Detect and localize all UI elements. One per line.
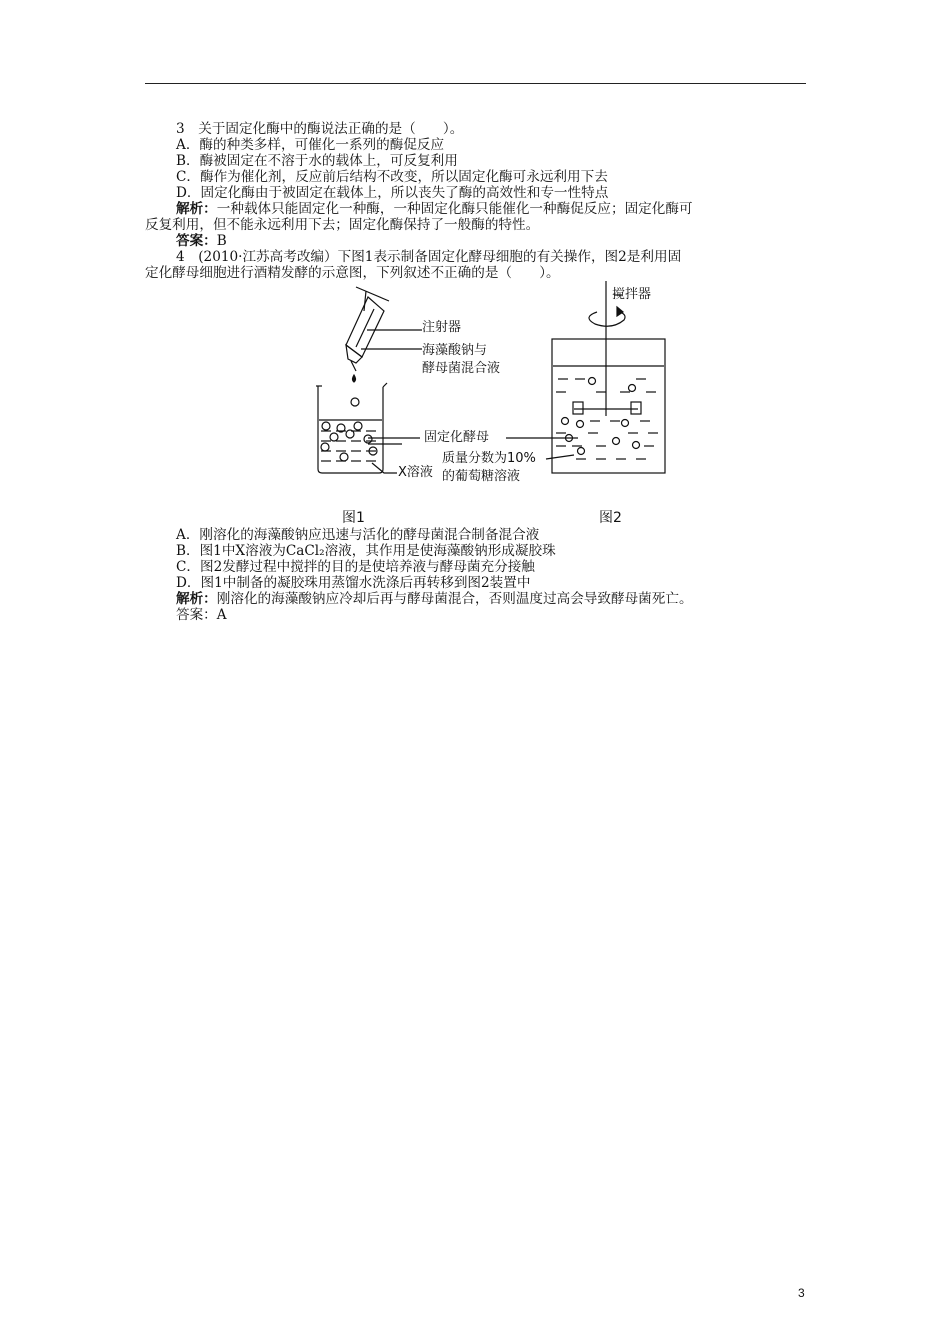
q4-stem-line2: 定化酵母细胞进行酒精发酵的示意图，下列叙述不正确的是（ ）。: [145, 265, 560, 281]
q3-option-d: D．固定化酶由于被固定在载体上，所以丧失了酶的高效性和专一性特点: [176, 185, 609, 201]
q4-analysis: [176, 591, 810, 607]
label-mix-1: 海藻酸钠与: [422, 343, 488, 358]
label-syringe: 注射器: [422, 320, 462, 335]
q3-analysis-line2: 反复利用，但不能永远利用下去；固定化酶保持了一般酶的特性。: [145, 217, 540, 233]
fermenter-icon: [552, 281, 665, 473]
q3-option-c: C．酶作为催化剂，反应前后结构不改变，所以固定化酶可永远利用下去: [176, 169, 608, 185]
beaker-icon: [316, 383, 387, 473]
q4-answer-label: 答案：: [176, 607, 217, 623]
syringe-icon: [346, 287, 389, 371]
label-x-solution: X溶液: [398, 465, 433, 480]
q4-analysis-text: 刚溶化的海藻酸钠应冷却后再与酵母菌混合，否则温度过高会导致酵母菌死亡。: [216, 591, 693, 607]
q4-stem-line1: 4 (2010·江苏高考改编）下图1表示制备固定化酵母细胞的有关操作，图2是利用固: [176, 249, 682, 265]
q3-analysis-label: 解析：: [176, 201, 217, 217]
q4-option-d: D．图1中制备的凝胶珠用蒸馏水洗涤后再转移到图2装置中: [176, 575, 531, 591]
label-stirrer: 搅拌器: [612, 287, 652, 302]
page-number: 3: [798, 1286, 805, 1300]
caption-figure-1: 图1: [342, 510, 365, 526]
q3-stem: 3 关于固定化酶中的酶说法正确的是（ ）。: [176, 121, 464, 137]
q3-option-b: B．酶被固定在不溶于水的载体上，可反复利用: [176, 153, 458, 169]
droplet-icon: [353, 375, 356, 382]
label-mix-2: 酵母菌混合液: [422, 361, 501, 376]
q3-analysis-text-1: 一种载体只能固定化一种酶，一种固定化酶只能催化一种酶促反应；固定化酶可: [216, 201, 693, 217]
q4-figure: [176, 281, 810, 527]
q3-answer-label: 答案：: [176, 233, 217, 249]
label-immobilized: 固定化酵母: [424, 430, 490, 445]
q4-answer-value: A: [216, 607, 227, 623]
figure-drawing: [176, 281, 810, 527]
q3-answer-value: B: [216, 233, 227, 249]
q3-option-a: A．酶的种类多样，可催化一系列的酶促反应: [176, 137, 445, 153]
label-glucose-1: 质量分数为10%: [442, 451, 536, 466]
q4-option-a: A．刚溶化的海藻酸钠应迅速与活化的酵母菌混合制备混合液: [176, 527, 540, 543]
q3-answer: [176, 233, 810, 249]
caption-figure-2: 图2: [599, 510, 622, 526]
q4-analysis-label: 解析：: [176, 591, 217, 607]
q4-answer: [176, 607, 810, 623]
fermenter-liquid: [556, 378, 658, 460]
q4-option-b: B．图1中X溶液为CaCl₂溶液，其作用是使海藻酸钠形成凝胶珠: [176, 543, 556, 559]
q3-analysis-line1: [176, 201, 810, 217]
content: [145, 121, 810, 623]
label-glucose-2: 的葡萄糖溶液: [442, 469, 521, 484]
header-rule: [145, 83, 806, 84]
q4-option-c: C．图2发酵过程中搅拌的目的是使培养液与酵母菌充分接触: [176, 559, 535, 575]
